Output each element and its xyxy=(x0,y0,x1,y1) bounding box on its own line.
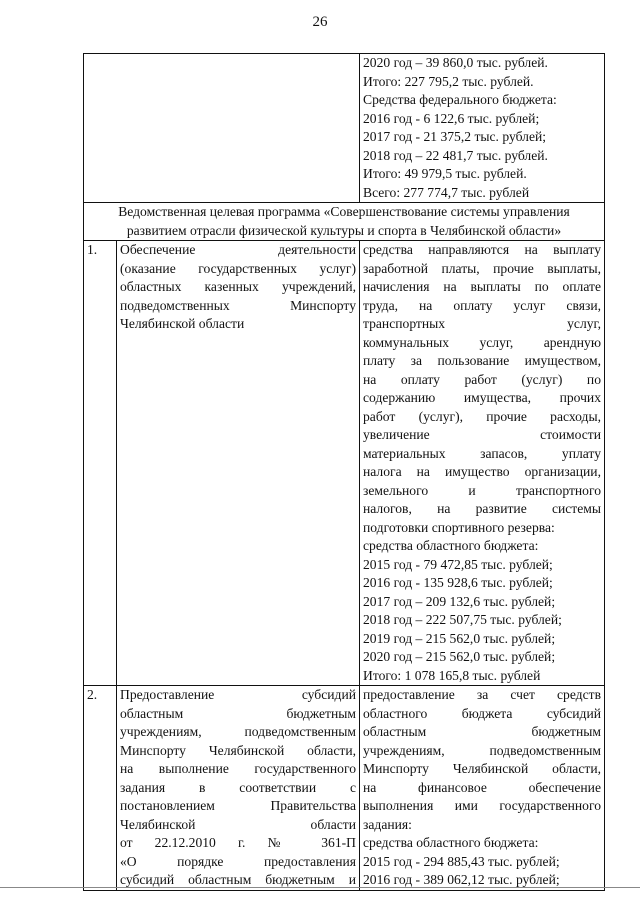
text-line: заработной платы, прочие выплаты, xyxy=(363,260,601,276)
text-line: предоставление за счет средств xyxy=(363,687,601,702)
table-row-1 xyxy=(84,241,605,686)
table-row-2 xyxy=(84,686,605,891)
section-heading xyxy=(84,203,605,241)
text-line: 2016 год - 6 122,6 тыс. рублей; xyxy=(363,110,540,126)
text-line: Итого: 49 979,5 тыс. рублей. xyxy=(363,166,527,181)
text-line: земельного и транспортного xyxy=(363,482,601,498)
empty-cell xyxy=(84,54,360,203)
text-line: постановлением Правительства xyxy=(120,798,356,813)
table-row-continuation xyxy=(84,54,605,203)
page-number: 26 xyxy=(312,14,328,30)
heading-line: Ведомственная целевая программа «Совершенствование системы управления xyxy=(118,204,570,219)
text-line: увеличение стоимости xyxy=(363,427,601,442)
text-line: 2020 год – 215 562,0 тыс. рублей; xyxy=(363,649,556,664)
text-line: 2015 год - 294 885,43 тыс. рублей; xyxy=(363,853,560,869)
text-line: на выполнение государственного xyxy=(120,761,356,776)
text-line: Итого: 227 795,2 тыс. рублей. xyxy=(363,73,534,89)
text-line: начисления на выплаты по оплате xyxy=(363,279,601,294)
text-line: Предоставление субсидий xyxy=(120,687,356,702)
row-number: 1. xyxy=(84,241,117,686)
text-line: транспортных услуг, xyxy=(363,316,601,331)
text-line: на финансовое обеспечение xyxy=(363,779,601,795)
text-line: Челябинской области xyxy=(120,816,356,832)
text-line: плату за пользование имуществом, xyxy=(363,353,601,368)
text-line: средства областного бюджета: xyxy=(363,538,539,553)
text-line: труда, на оплату услуг связи, xyxy=(363,297,601,313)
text-line: Челябинской области xyxy=(120,316,245,331)
text-line: 2019 год – 215 562,0 тыс. рублей; xyxy=(363,630,556,646)
text-line: Минспорту Челябинской области, xyxy=(363,761,601,776)
text-line: задания в соответствии с xyxy=(120,779,356,795)
text-line: материальных запасов, уплату xyxy=(363,445,601,461)
program-table xyxy=(83,53,605,891)
text-line: субсидий областным бюджетным и xyxy=(120,872,356,887)
heading-line: развитием отрасли физической культуры и спорта в Челябинской области» xyxy=(126,222,562,238)
text-line: от 22.12.2010 г. № 361-П xyxy=(120,835,356,850)
text-line: задания: xyxy=(363,816,412,832)
text-line: Обеспечение деятельности xyxy=(120,242,356,257)
text-line: налога на имущество организации, xyxy=(363,464,601,479)
text-line: подведомственных Минспорту xyxy=(120,297,356,313)
measure-detail-cell xyxy=(360,686,605,891)
continuation-cell xyxy=(360,54,605,203)
text-line: областных казенных учреждений, xyxy=(120,279,356,294)
text-line: 2017 год – 209 132,6 тыс. рублей; xyxy=(363,593,556,609)
text-line: Средства федерального бюджета: xyxy=(363,92,557,107)
text-line: 2016 год - 389 062,12 тыс. рублей; xyxy=(363,872,560,887)
text-line: 2018 год – 222 507,75 тыс. рублей; xyxy=(363,612,562,627)
text-line: 2017 год - 21 375,2 тыс. рублей; xyxy=(363,129,547,144)
text-line: средства направляются на выплату xyxy=(363,242,601,257)
text-line: 2016 год - 135 928,6 тыс. рублей; xyxy=(363,575,553,590)
measure-name-cell xyxy=(117,241,360,686)
text-line: содержанию имущества, прочих xyxy=(363,390,601,405)
text-line: Минспорту Челябинской области, xyxy=(120,742,356,758)
measure-detail-cell xyxy=(360,241,605,686)
text-line: работ (услуг), прочие расходы, xyxy=(363,408,601,424)
page-bottom-rule xyxy=(0,887,640,888)
text-line: подготовки спортивного резерва: xyxy=(363,519,555,535)
text-line: Всего: 277 774,7 тыс. рублей xyxy=(363,184,530,200)
text-line: 2015 год - 79 472,85 тыс. рублей; xyxy=(363,556,553,572)
text-line: «О порядке предоставления xyxy=(120,853,356,869)
text-line: Итого: 1 078 165,8 тыс. рублей xyxy=(363,667,541,683)
text-line: областным бюджетным xyxy=(363,724,601,739)
section-heading-row xyxy=(84,203,605,241)
text-line: средства областного бюджета: xyxy=(363,835,539,850)
text-line: 2018 год – 22 481,7 тыс. рублей. xyxy=(363,147,548,163)
text-line: выполнения ими государственного xyxy=(363,798,601,813)
measure-name-cell xyxy=(117,686,360,891)
text-line: налогов, на развитие системы xyxy=(363,501,601,516)
text-line: учреждениям, подведомственным xyxy=(363,742,601,758)
text-line: учреждениям, подведомственным xyxy=(120,724,356,739)
text-line: коммунальных услуг, арендную xyxy=(363,334,601,350)
row-number: 2. xyxy=(84,686,117,891)
text-line: на оплату работ (услуг) по xyxy=(363,371,601,387)
text-line: областным бюджетным xyxy=(120,705,356,721)
text-line: (оказание государственных услуг) xyxy=(120,260,356,276)
text-line: 2020 год – 39 860,0 тыс. рублей. xyxy=(363,55,548,70)
text-line: областного бюджета субсидий xyxy=(363,705,601,721)
